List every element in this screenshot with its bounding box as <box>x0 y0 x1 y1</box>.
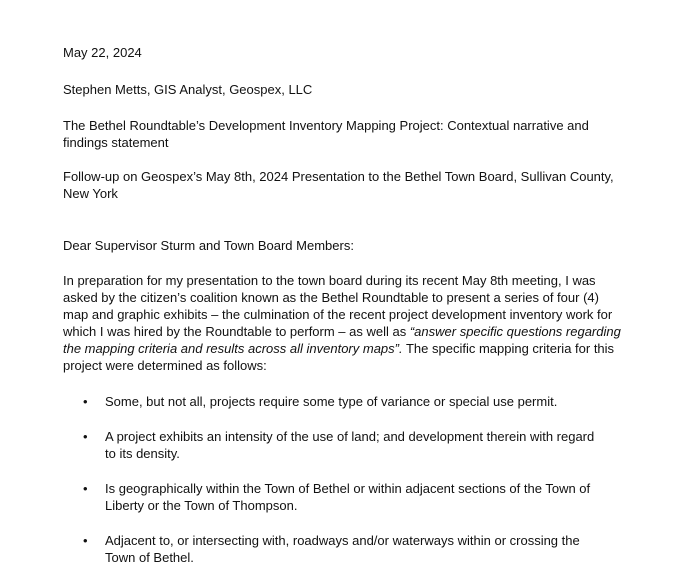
letter-date: May 22, 2024 <box>63 45 142 60</box>
criteria-list <box>63 393 623 566</box>
list-item <box>63 428 605 462</box>
intro-text-end: The specific mapping criteria for this project were determined as follows: <box>63 341 615 373</box>
letter-salutation: Dear Supervisor Sturm and Town Board Members: <box>63 238 354 253</box>
letter-followup: Follow-up on Geospex’s May 8th, 2024 Presentation to the Bethel Town Board, Sullivan County, New York <box>63 169 614 201</box>
bullet-icon: • <box>83 533 88 548</box>
intro-paragraph <box>63 272 623 374</box>
criteria-text: Some, but not all, projects require some type of variance or special use permit. <box>105 394 558 409</box>
criteria-text: Adjacent to, or intersecting with, roadways and/or waterways within or crossing the Town of Bethel. <box>105 533 580 565</box>
intro-text: In preparation for my presentation to the town board during its recent May 8th meeting, I was asked by the citizen’s coalition known as the Bethel Roundtable to present a series of four (4) map and graphic exhibits – the culmination of the recent project development inventory work for which I was hired by the Roundtable to perform – as well as <box>63 273 613 339</box>
bullet-icon: • <box>83 394 88 409</box>
letter-subject: The Bethel Roundtable’s Development Inventory Mapping Project: Contextual narrative and findings statement <box>63 118 589 150</box>
criteria-text: A project exhibits an intensity of the use of land; and development therein with regard to its density. <box>105 429 595 461</box>
list-item <box>63 393 605 410</box>
bullet-icon: • <box>83 481 88 496</box>
list-item <box>63 532 605 566</box>
intro-quote: “answer specific questions regarding the mapping criteria and results across all inventory maps”. <box>63 324 621 356</box>
criteria-text: Is geographically within the Town of Bethel or within adjacent sections of the Town of Liberty or the Town of Thompson. <box>105 481 591 513</box>
list-item <box>63 480 605 514</box>
bullet-icon: • <box>83 429 88 444</box>
letter-body <box>63 44 623 584</box>
letter-author: Stephen Metts, GIS Analyst, Geospex, LLC <box>63 82 313 97</box>
